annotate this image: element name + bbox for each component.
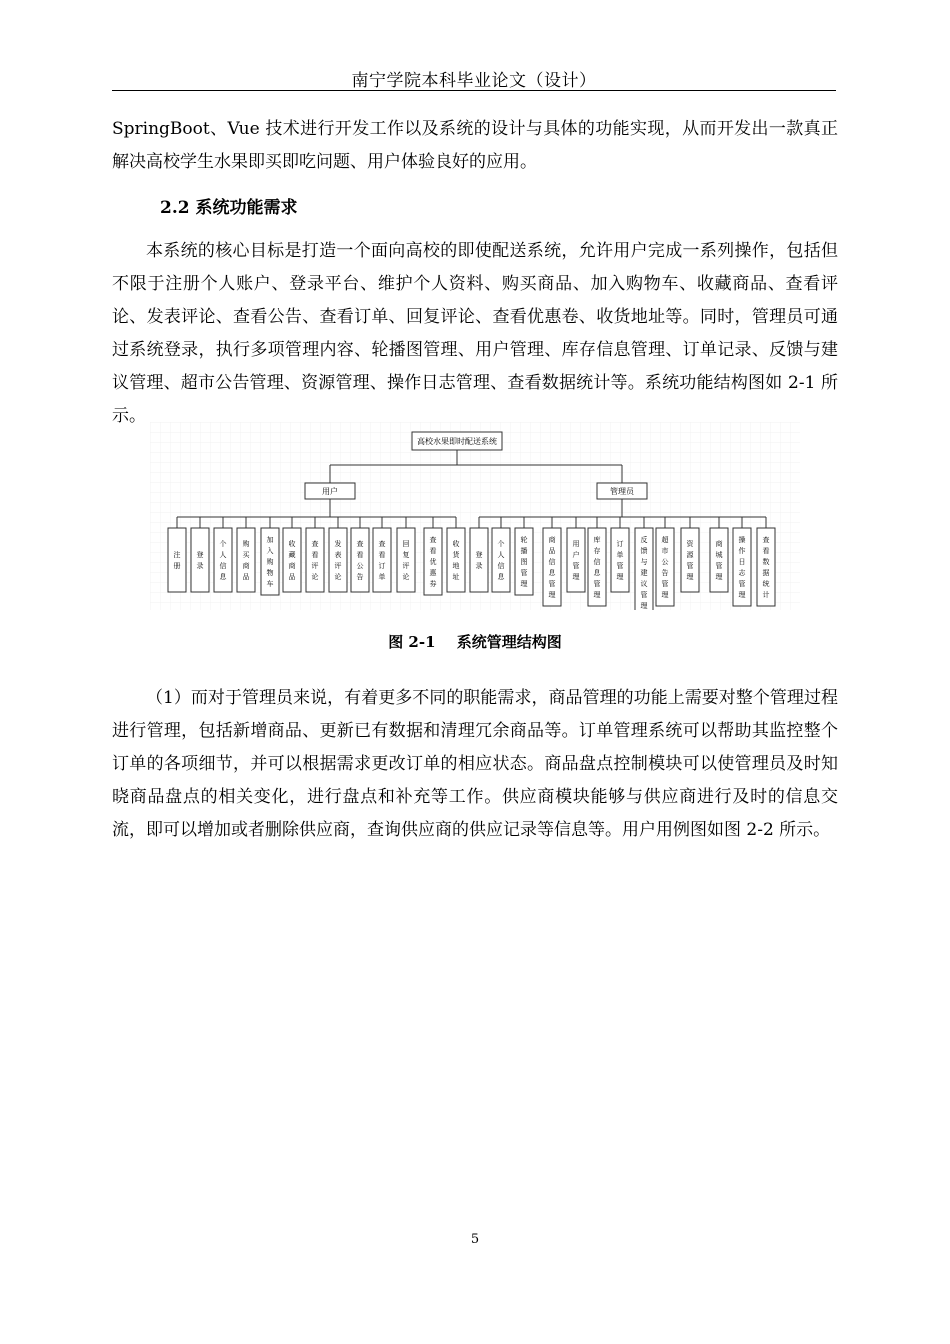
figure-title: 系统管理结构图 bbox=[456, 633, 562, 651]
node-admin-child-label: 用户管理 bbox=[572, 540, 580, 581]
node-user bbox=[305, 483, 355, 499]
node-admin-child-label: 商品信息管理 bbox=[548, 536, 556, 599]
node-admin-child bbox=[515, 528, 533, 595]
node-admin-child bbox=[567, 528, 585, 592]
page-number: 5 bbox=[470, 1232, 480, 1247]
node-user-child bbox=[306, 528, 324, 592]
node-user-child-label: 发表评论 bbox=[334, 540, 342, 581]
node-admin-child bbox=[543, 528, 561, 606]
section-title: 2.2 系统功能需求 bbox=[160, 198, 298, 218]
node-admin-child-label: 超市公告管理 bbox=[661, 536, 669, 599]
node-admin-child bbox=[710, 528, 728, 592]
node-user-child bbox=[351, 528, 369, 592]
node-user-child-label: 收货地址 bbox=[452, 540, 460, 581]
node-user-child bbox=[397, 528, 415, 592]
node-user-child-label: 查看订单 bbox=[378, 540, 386, 581]
node-admin-child-label: 订单管理 bbox=[616, 540, 624, 581]
node-user-child-label: 注册 bbox=[173, 551, 181, 570]
node-user-child bbox=[237, 528, 255, 592]
node-user-child bbox=[191, 528, 209, 592]
node-user-child bbox=[261, 528, 279, 595]
node-user-child bbox=[424, 528, 442, 595]
node-user-child bbox=[283, 528, 301, 592]
node-admin-child-label: 登录 bbox=[475, 551, 483, 570]
node-root bbox=[412, 432, 502, 450]
node-admin-child bbox=[757, 528, 775, 606]
node-admin-child-label: 库存信息管理 bbox=[593, 536, 601, 599]
node-admin-child bbox=[492, 528, 510, 592]
node-admin-label: 管理员 bbox=[610, 487, 634, 496]
node-admin-child-label: 商城管理 bbox=[715, 540, 723, 581]
node-admin-child bbox=[635, 528, 653, 610]
paragraph-admin: （1）而对于管理员来说，有着更多不同的职能需求，商品管理的功能上需要对整个管理过程进行管理，包括新增商品、更新已有数据和清理冗余商品等。订单管理系统可以帮助其监控整个订单的各项细节，并可以根据需求更改订单的相应状态。商品盘点控制模块可以使管理员及时知晓商品盘点的相关变化，进行盘点和补充等工作。供应商模块能够与供应商进行及时的信息交流，即可以增加或者删除供应商，查询供应商的供应记录等信息等。用户用例图如图 2-2 所示。 bbox=[112, 688, 838, 840]
node-admin-child bbox=[588, 528, 606, 606]
node-admin-child bbox=[733, 528, 751, 606]
node-user-child-label: 登录 bbox=[196, 551, 204, 570]
node-admin-child-label: 轮播图管理 bbox=[520, 536, 528, 588]
node-user-child-label: 查看优惠券 bbox=[429, 536, 437, 588]
function-structure-diagram bbox=[150, 422, 800, 610]
paragraph-intro: SpringBoot、Vue 技术进行开发工作以及系统的设计与具体的功能实现，从而开发出一款真正解决高校学生水果即买即吃问题、用户体验良好的应用。 bbox=[112, 119, 838, 172]
node-admin-child-label: 个人信息 bbox=[497, 540, 505, 581]
page-header: 南宁学院本科毕业论文（设计） bbox=[351, 71, 597, 91]
node-admin bbox=[597, 483, 647, 499]
node-admin-child-label: 操作日志管理 bbox=[738, 536, 746, 599]
node-user-child bbox=[447, 528, 465, 592]
node-user-child-label: 查看评论 bbox=[311, 540, 319, 581]
node-user-child bbox=[373, 528, 391, 592]
paragraph-requirements: 本系统的核心目标是打造一个面向高校的即使配送系统，允许用户完成一系列操作，包括但不限于注册个人账户、登录平台、维护个人资料、购买商品、加入购物车、收藏商品、查看评论、发表评论、查看公告、查看订单、回复评论、查看优惠卷、收货地址等。同时，管理员可通过系统登录，执行多项管理内容、轮播图管理、用户管理、库存信息管理、订单记录、反馈与建议管理、超市公告管理、资源管理、操作日志管理、查看数据统计等。系统功能结构图如 2-1 所示。 bbox=[112, 241, 838, 426]
node-user-label: 用户 bbox=[322, 487, 338, 496]
figure-caption bbox=[0, 631, 950, 652]
header-rule bbox=[112, 90, 836, 91]
node-admin-child-label: 查看数据统计 bbox=[762, 536, 770, 599]
node-admin-child bbox=[681, 528, 699, 592]
node-root-label: 高校水果即时配送系统 bbox=[417, 437, 497, 446]
node-user-child-label: 收藏商品 bbox=[288, 540, 296, 581]
node-user-child bbox=[214, 528, 232, 592]
figure-number: 图 2-1 bbox=[388, 633, 436, 651]
node-admin-child bbox=[656, 528, 674, 606]
node-user-child bbox=[329, 528, 347, 592]
node-admin-child bbox=[470, 528, 488, 592]
node-user-child-label: 个人信息 bbox=[219, 540, 227, 581]
node-user-child-label: 回复评论 bbox=[402, 540, 410, 581]
node-user-child-label: 加入购物车 bbox=[266, 536, 274, 588]
node-admin-child bbox=[611, 528, 629, 592]
node-admin-child-label: 反馈与建议管理 bbox=[640, 536, 648, 610]
node-user-child bbox=[168, 528, 186, 592]
node-user-child-label: 购买商品 bbox=[242, 540, 250, 581]
node-user-child-label: 查看公告 bbox=[356, 540, 364, 581]
node-admin-child-label: 资源管理 bbox=[686, 540, 694, 581]
